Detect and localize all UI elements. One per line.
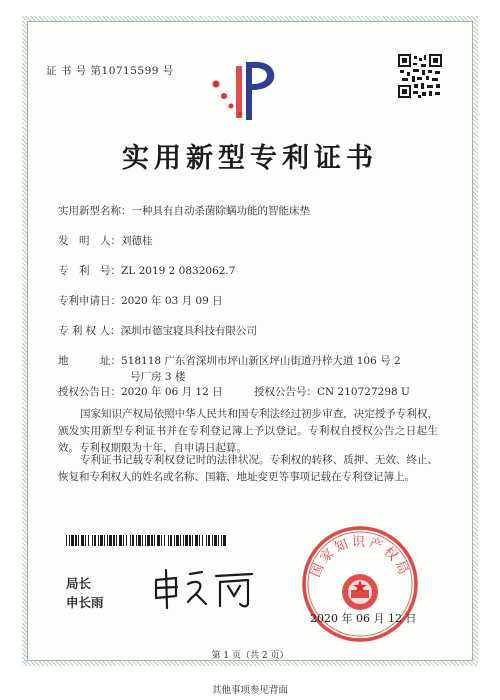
grant-date: 2020 年 06 月 12 日	[121, 386, 223, 398]
footer-note: 其他事项参见背面	[211, 685, 288, 696]
commissioner-signature	[150, 566, 260, 610]
utility-model-name: 一种具有自动杀菌除螨功能的智能床垫	[131, 205, 310, 217]
utility-model-name-label: 实用新型名称：	[58, 205, 132, 217]
patent-number: ZL 2019 2 0832062.7	[121, 265, 236, 277]
grant-date-row	[58, 384, 223, 399]
filing-date: 2020 年 03 月 09 日	[121, 295, 223, 307]
grant-publication-row	[254, 384, 410, 399]
inventor: 刘德桂	[121, 235, 153, 247]
grant-statement-paragraph: 国家知识产权局依照中华人民共和国专利法经过初步审查，决定授予专利权，颁发实用新型专利证书并在专利登记簿上予以登记。专利权自授权公告之日起生效。专利权期限为十年，自申请日起算。	[58, 408, 438, 454]
seal-date: 2020 年 06 月 12 日	[310, 612, 417, 625]
page-number: 第 1 页（共 2 页）	[211, 651, 289, 661]
commissioner-name: 申长雨	[66, 595, 104, 610]
patent-number-label: 专 利 号：	[58, 265, 121, 277]
address-label: 地 址：	[58, 355, 121, 367]
seal-text: 国家知识产权局	[308, 535, 412, 580]
qr-code-icon	[398, 54, 442, 98]
barcode-icon	[66, 535, 228, 546]
inventor-row	[58, 233, 153, 248]
certificate-number: 证 书 号 第10715599 号	[46, 65, 174, 77]
address-row	[58, 353, 401, 368]
grant-publication-label: 授权公告号：	[254, 386, 317, 398]
commissioner-title: 局长	[66, 576, 92, 591]
certificate-title: 实用新型专利证书	[122, 143, 378, 174]
inventor-label: 发 明 人：	[58, 235, 121, 247]
patent-office-emblem-icon	[206, 56, 284, 122]
utility-model-name-row	[58, 203, 310, 218]
address-line-2: 号厂房 3 楼	[130, 371, 186, 383]
patentee-label: 专 利 权 人：	[58, 325, 121, 337]
address-line-2-row	[130, 369, 185, 384]
address-line-1: 518118 广东省深圳市坪山新区坪山街道丹梓大道 106 号 2	[121, 355, 401, 367]
patentee: 深圳市德宝寝具科技有限公司	[120, 325, 258, 337]
patent-number-row	[58, 263, 235, 278]
grant-publication-number: CN 210727298 U	[317, 386, 410, 398]
filing-date-label: 专利申请日：	[58, 295, 121, 307]
grant-date-label: 授权公告日：	[58, 386, 121, 398]
patentee-row	[58, 323, 257, 338]
national-emblem-icon	[342, 574, 378, 610]
legal-status-paragraph: 专利证书记载专利权登记时的法律状况。专利权的转移、质押、无效、终止、恢复和专利权人的姓名或名称、国籍、地址变更等事项记载在专利登记簿上。	[58, 454, 438, 483]
filing-date-row	[58, 293, 223, 308]
official-seal	[300, 524, 420, 644]
